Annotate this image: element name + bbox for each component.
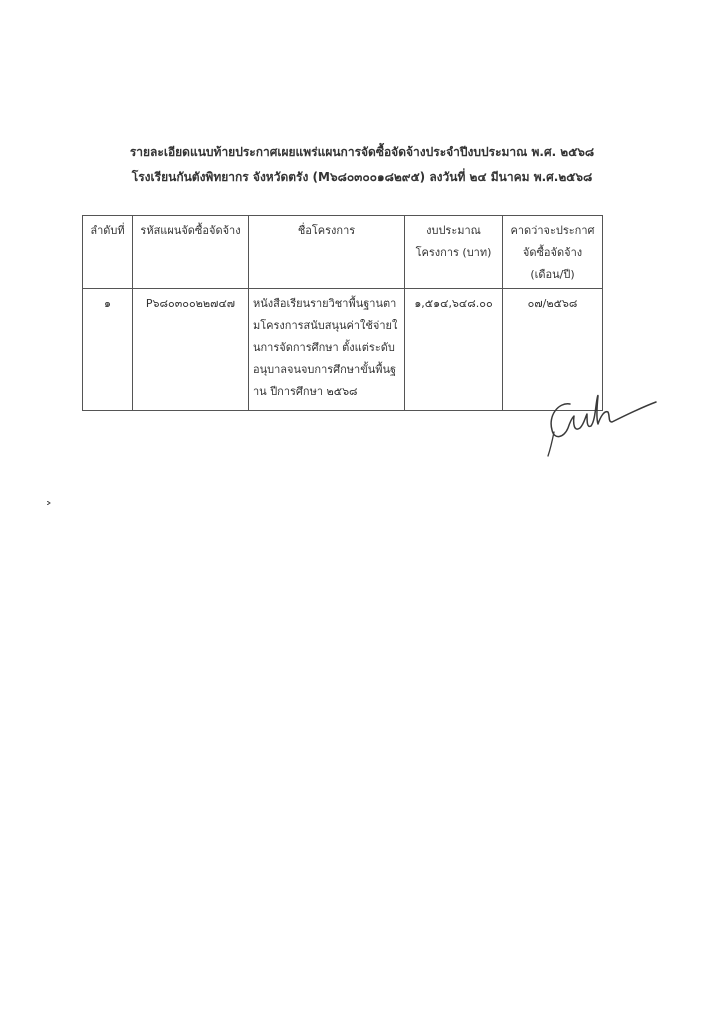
col-header-name: ชื่อโครงการ	[249, 216, 405, 289]
table-row	[83, 289, 603, 411]
table-header-row	[83, 216, 603, 289]
col-header-budget	[405, 216, 503, 289]
cell-project-name	[249, 289, 405, 411]
cell-budget: ๑,๕๑๔,๖๔๘.๐๐	[405, 289, 503, 411]
expected-header-line3: (เดือน/ปี)	[530, 268, 575, 281]
col-header-code: รหัสแผนจัดซื้อจัดจ้าง	[133, 216, 249, 289]
procurement-plan-table	[82, 215, 603, 411]
budget-header-line2: โครงการ (บาท)	[415, 246, 492, 259]
document-header	[0, 140, 724, 190]
col-header-no: ลำดับที่	[83, 216, 133, 289]
cell-expected-date: ๐๗/๒๕๖๘	[503, 289, 603, 411]
header-school-line: โรงเรียนกันตังพิทยากร จังหวัดตรัง (M๖๘๐๓๐๐๑๘๒๙๕) ลงวันที่ ๒๔ มีนาคม พ.ศ.๒๕๖๘	[131, 170, 593, 184]
handwritten-signature	[540, 388, 660, 460]
col-header-expected	[503, 216, 603, 289]
header-title-line: รายละเอียดแนบท้ายประกาศเผยแพร่แผนการจัดซื้อจัดจ้างประจำปีงบประมาณ พ.ศ. ๒๕๖๘	[129, 145, 595, 159]
budget-header-line1: งบประมาณ	[426, 224, 481, 237]
expected-header-line2: จัดซื้อจัดจ้าง	[522, 246, 583, 259]
cell-code: P๖๘๐๓๐๐๒๒๗๔๗	[133, 289, 249, 411]
cell-no: ๑	[83, 289, 133, 411]
project-name-text: หนังสือเรียนรายวิชาพื้นฐานตามโครงการสนับสนุนค่าใช้จ่ายในการจัดการศึกษา ตั้งแต่ระดับอนุบาลจนจบการศึกษาขั้นพื้นฐาน ปีการศึกษา ๒๕๖๘	[253, 297, 398, 398]
stray-mark	[47, 490, 51, 494]
expected-header-line1: คาดว่าจะประกาศ	[510, 224, 595, 237]
